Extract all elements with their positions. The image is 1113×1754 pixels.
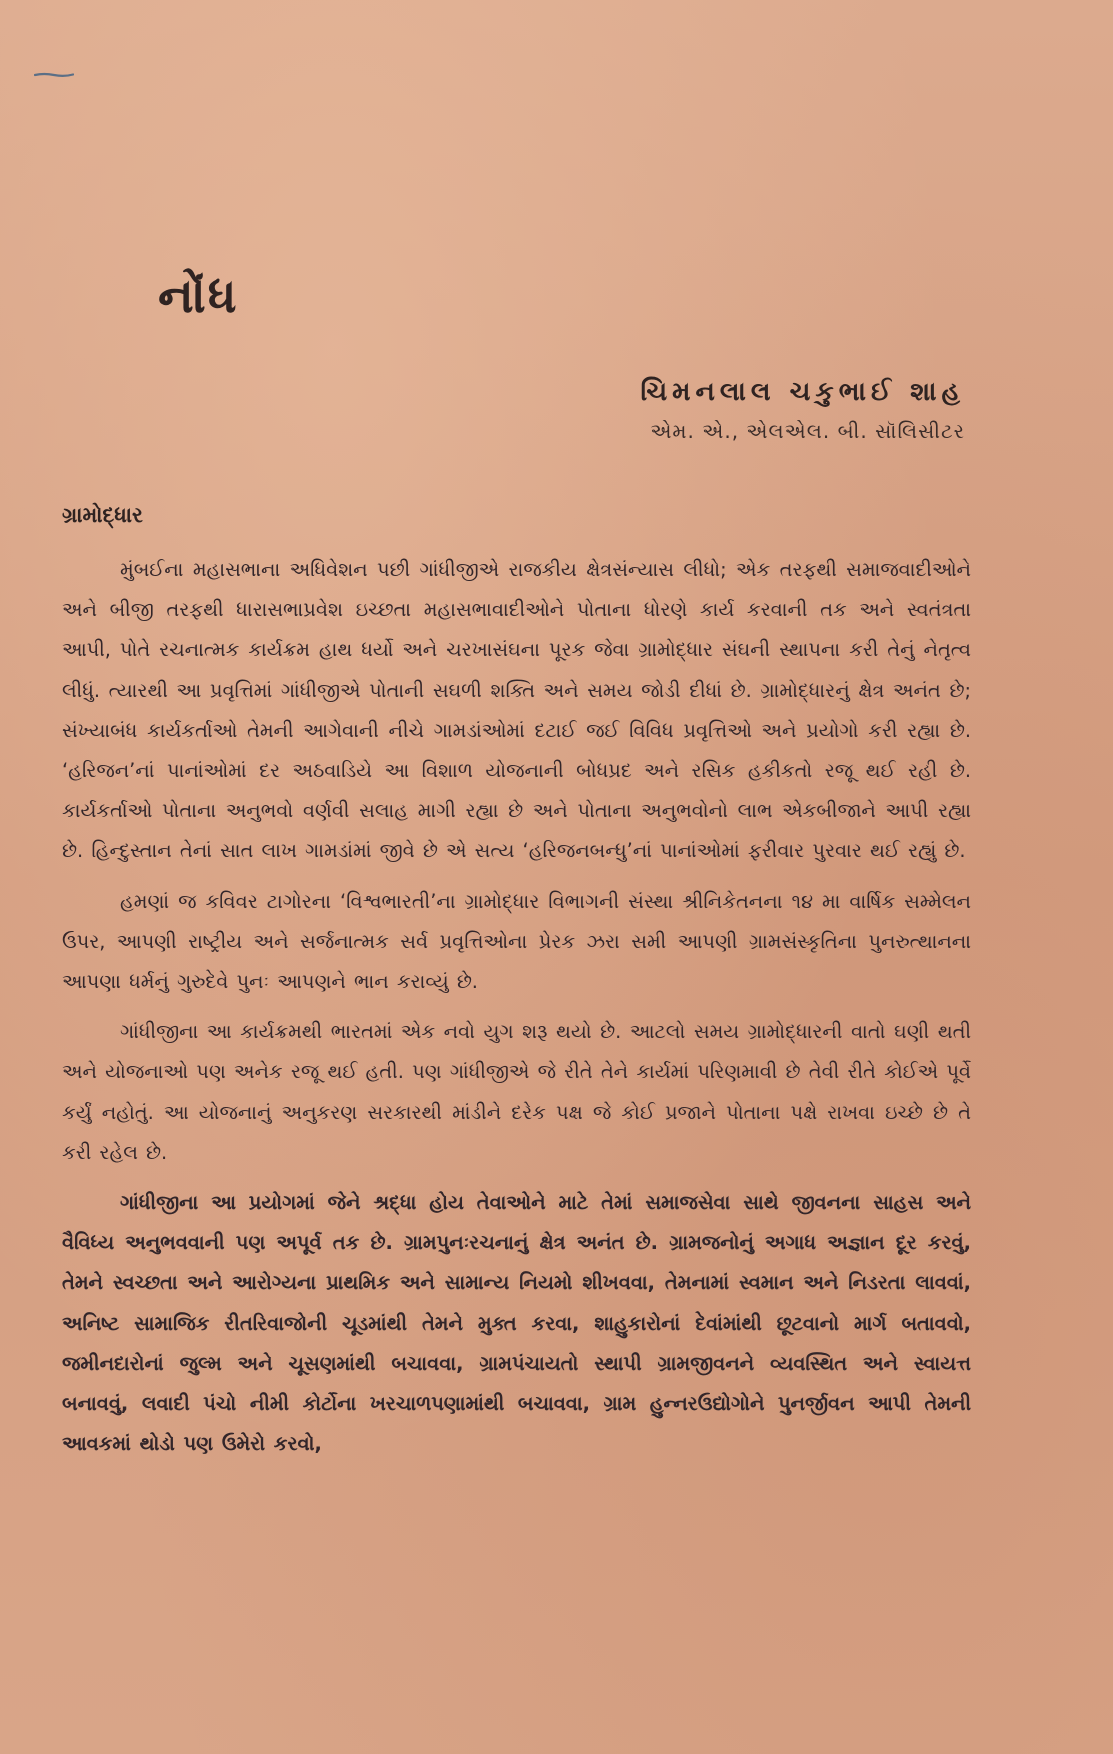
paragraph: ગાંધીજીના આ પ્રયોગમાં જેને શ્રદ્ધા હોય તેવાઓને માટે તેમાં સમાજસેવા સાથે જીવનના સાહસ અને વૈવિધ્ય અનુભવવાની પણ અપૂર્વ તક છે. ગ્રામપુનઃરચનાનું ક્ષેત્ર અનંત છે. ગ્રામજનોનું અગાધ અજ્ઞાન દૂર કરવું, તેમને સ્વચ્છતા અને આરોગ્યના પ્રાથમિક અને સામાન્ય નિયમો શીખવવા, તેમનામાં સ્વમાન અને નિડરતા લાવવાં, અનિષ્ટ સામાજિક રીતરિવાજોની ચૂડમાંથી તેમને મુક્ત કરવા, શાહુકારોનાં દેવાંમાંથી છૂટવાનો માર્ગ બતાવવો, જમીનદારોનાં જુલ્મ અને ચૂસણમાંથી બચાવવા, ગ્રામપંચાયતો સ્થાપી ગ્રામજીવનને વ્યવસ્થિત અને સ્વાયત્ત બનાવવું, લવાદી પંચો નીમી કોર્ટોના ખરચાળપણામાંથી બચાવવા, ગ્રામ હુન્નરઉદ્યોગોને પુનર્જીવન આપી તેમની આવકમાં થોડો પણ ઉમેરો કરવો, — [62, 1191, 971, 1456]
author-credentials: એમ. એ., એલએલ. બી. સૉલિસીટર — [650, 419, 965, 443]
paragraph: મુંબઈના મહાસભાના અધિવેશન પછી ગાંધીજીએ રાજકીય ક્ષેત્રસંન્યાસ લીધો; એક તરફથી સમાજવાદીઓને અને બીજી તરફથી ધારાસભાપ્રવેશ ઇચ્છતા મહાસભાવાદીઓને પોતાના ધોરણે કાર્ય કરવાની તક અને સ્વતંત્રતા આપી, પોતે રચનાત્મક કાર્યક્રમ હાથ ધર્યો અને ચરખાસંઘના પૂરક જેવા ગ્રામોદ્ધાર સંઘની સ્થાપના કરી તેનું નેતૃત્વ લીધું. ત્યારથી આ પ્રવૃત્તિમાં ગાંધીજીએ પોતાની સઘળી શક્તિ અને સમય જોડી દીધાં છે. ગ્રામોદ્ધારનું ક્ષેત્ર અનંત છે; સંખ્યાબંધ કાર્યકર્તાઓ તેમની આગેવાની નીચે ગામડાંઓમાં દટાઈ જઈ વિવિધ પ્રવૃત્તિઓ અને પ્રયોગો કરી રહ્યા છે. ‘હરિજન’નાં પાનાંઓમાં દર અઠવાડિયે આ વિશાળ યોજનાની બોધપ્રદ અને રસિક હકીકતો રજૂ થઈ રહી છે. કાર્યકર્તાઓ પોતાના અનુભવો વર્ણવી સલાહ માગી રહ્યા છે અને પોતાના અનુભવોનો લાભ એકબીજાને આપી રહ્યા છે. હિન્દુસ્તાન તેનાં સાત લાખ ગામડાંમાં જીવે છે એ સત્ય ‘હરિજનબન્ધુ’નાં પાનાંઓમાં ફરીવાર પુરવાર થઈ રહ્યું છે. — [62, 558, 971, 863]
author-block — [641, 372, 966, 450]
article-body — [62, 550, 971, 1474]
paragraph: હમણાં જ કવિવર ટાગોરના ‘વિશ્વભારતી’ના ગ્રામોદ્ધાર વિભાગની સંસ્થા શ્રીનિકેતનના ૧૪ મા વાર્ષિક સમ્મેલન ઉપર, આપણી રાષ્ટ્રીય અને સર્જનાત્મક સર્વ પ્રવૃત્તિઓના પ્રેરક ઝરા સમી આપણી ગ્રામસંસ્કૃતિના પુનરુત્થાનના આપણા ધર્મનું ગુરુદેવે પુનઃ આપણને ભાન કરાવ્યું છે. — [62, 889, 971, 994]
page-title: નોંધ — [158, 268, 239, 324]
ink-mark — [34, 72, 74, 78]
section-title: ગ્રામોદ્ધાર — [62, 503, 143, 527]
author-name: ચિમનલાલ ચકુભાઈ શાહ — [640, 377, 965, 407]
paragraph: ગાંધીજીના આ કાર્યક્રમથી ભારતમાં એક નવો યુગ શરૂ થયો છે. આટલો સમય ગ્રામોદ્ધારની વાતો ઘણી થતી અને યોજનાઓ પણ અનેક રજૂ થઈ હતી. પણ ગાંધીજીએ જે રીતે તેને કાર્યમાં પરિણમાવી છે તેવી રીતે કોઈએ પૂર્વે કર્યું નહોતું. આ યોજનાનું અનુકરણ સરકારથી માંડીને દરેક પક્ષ જે કોઈ પ્રજાને પોતાના પક્ષે રાખવા ઇચ્છે છે તે કરી રહેલ છે. — [62, 1020, 971, 1164]
